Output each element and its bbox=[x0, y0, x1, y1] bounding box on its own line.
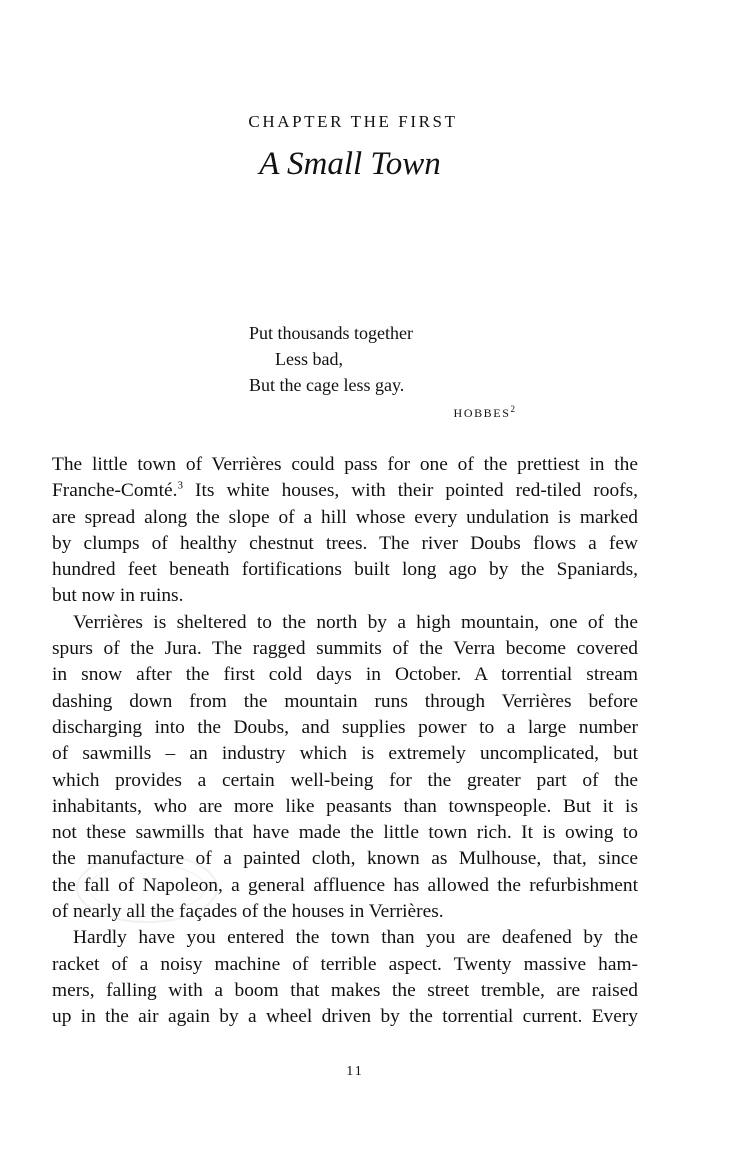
epigraph-author: HOBBES bbox=[453, 406, 511, 420]
chapter-label-text: CHAPTER THE FIRST bbox=[248, 112, 458, 131]
text-segment: of nearly all the façades of the houses in Verrières. bbox=[52, 901, 444, 923]
text-segment: inhabitants, who are more like peasants than townspeople. But it is bbox=[52, 795, 638, 817]
body-text bbox=[52, 452, 638, 1031]
text-line bbox=[52, 794, 638, 820]
text-segment: up in the air again by a wheel driven by the torrential current. Every bbox=[52, 1006, 638, 1028]
text-line bbox=[52, 820, 638, 846]
epigraph-line: But the cage less gay. bbox=[249, 375, 405, 395]
text-line bbox=[52, 478, 638, 504]
text-segment: are spread along the slope of a hill whose every undulation is marked bbox=[52, 506, 638, 528]
text-segment: Hardly have you entered the town than you are deafened by the bbox=[73, 927, 638, 949]
text-line bbox=[52, 610, 638, 636]
text-segment: discharging into the Doubs, and supplies power to a large number bbox=[52, 716, 638, 738]
text-line bbox=[52, 662, 638, 688]
text-segment: racket of a noisy machine of terrible aspect. Twenty massive ham- bbox=[52, 953, 638, 975]
text-line bbox=[52, 925, 638, 951]
chapter-title-text: A Small Town bbox=[259, 146, 441, 182]
text-line bbox=[52, 583, 638, 609]
text-line bbox=[52, 557, 638, 583]
text-segment: the manufacture of a painted cloth, known as Mulhouse, that, since bbox=[52, 848, 638, 870]
text-line bbox=[52, 952, 638, 978]
text-line bbox=[52, 636, 638, 662]
text-line bbox=[52, 531, 638, 557]
chapter-label bbox=[0, 112, 690, 132]
text-segment: the fall of Napoleon, a general affluence has allowed the refurbishment bbox=[52, 874, 638, 896]
text-segment: Franche-Comté. bbox=[52, 480, 178, 502]
text-line bbox=[52, 1004, 638, 1030]
footnote-marker: 3 bbox=[177, 479, 183, 492]
text-segment: Verrières is sheltered to the north by a high mountain, one of the bbox=[73, 611, 638, 633]
text-segment: not these sawmills that have made the little town rich. It is owing to bbox=[52, 822, 638, 844]
epigraph-line: Less bad, bbox=[275, 349, 343, 369]
text-line bbox=[52, 452, 638, 478]
text-segment: mers, falling with a boom that makes the street tremble, are raised bbox=[52, 979, 638, 1001]
text-segment: in snow after the first cold days in October. A torrential stream bbox=[52, 664, 638, 686]
text-line bbox=[52, 978, 638, 1004]
text-segment: by clumps of healthy chestnut trees. The river Doubs flows a few bbox=[52, 532, 638, 554]
chapter-title bbox=[0, 146, 690, 183]
text-segment: but now in ruins. bbox=[52, 585, 184, 607]
text-line bbox=[52, 715, 638, 741]
text-line bbox=[52, 846, 638, 872]
text-segment: dashing down from the mountain runs through Verrières before bbox=[52, 690, 638, 712]
footnote-marker: 2 bbox=[510, 404, 515, 414]
page-number-text: 11 bbox=[346, 1064, 364, 1079]
epigraph bbox=[249, 320, 549, 424]
text-line bbox=[52, 689, 638, 715]
page-number bbox=[0, 1064, 690, 1080]
text-line bbox=[52, 505, 638, 531]
text-segment: The little town of Verrières could pass for one of the prettiest in the bbox=[52, 454, 638, 475]
text-line bbox=[52, 768, 638, 794]
text-segment: hundred feet beneath fortifications built long ago by the Spaniards, bbox=[52, 559, 638, 581]
text-line bbox=[52, 899, 638, 925]
text-segment: spurs of the Jura. The ragged summits of the Verra become covered bbox=[52, 638, 638, 660]
epigraph-attribution bbox=[249, 398, 515, 424]
text-segment: Its white houses, with their pointed red-tiled roofs, bbox=[182, 480, 638, 502]
text-line bbox=[52, 873, 638, 899]
text-segment: of sawmills – an industry which is extremely uncomplicated, but bbox=[52, 743, 638, 765]
text-line bbox=[52, 741, 638, 767]
epigraph-line: Put thousands together bbox=[249, 323, 413, 343]
text-segment: which provides a certain well-being for the greater part of the bbox=[52, 769, 638, 791]
